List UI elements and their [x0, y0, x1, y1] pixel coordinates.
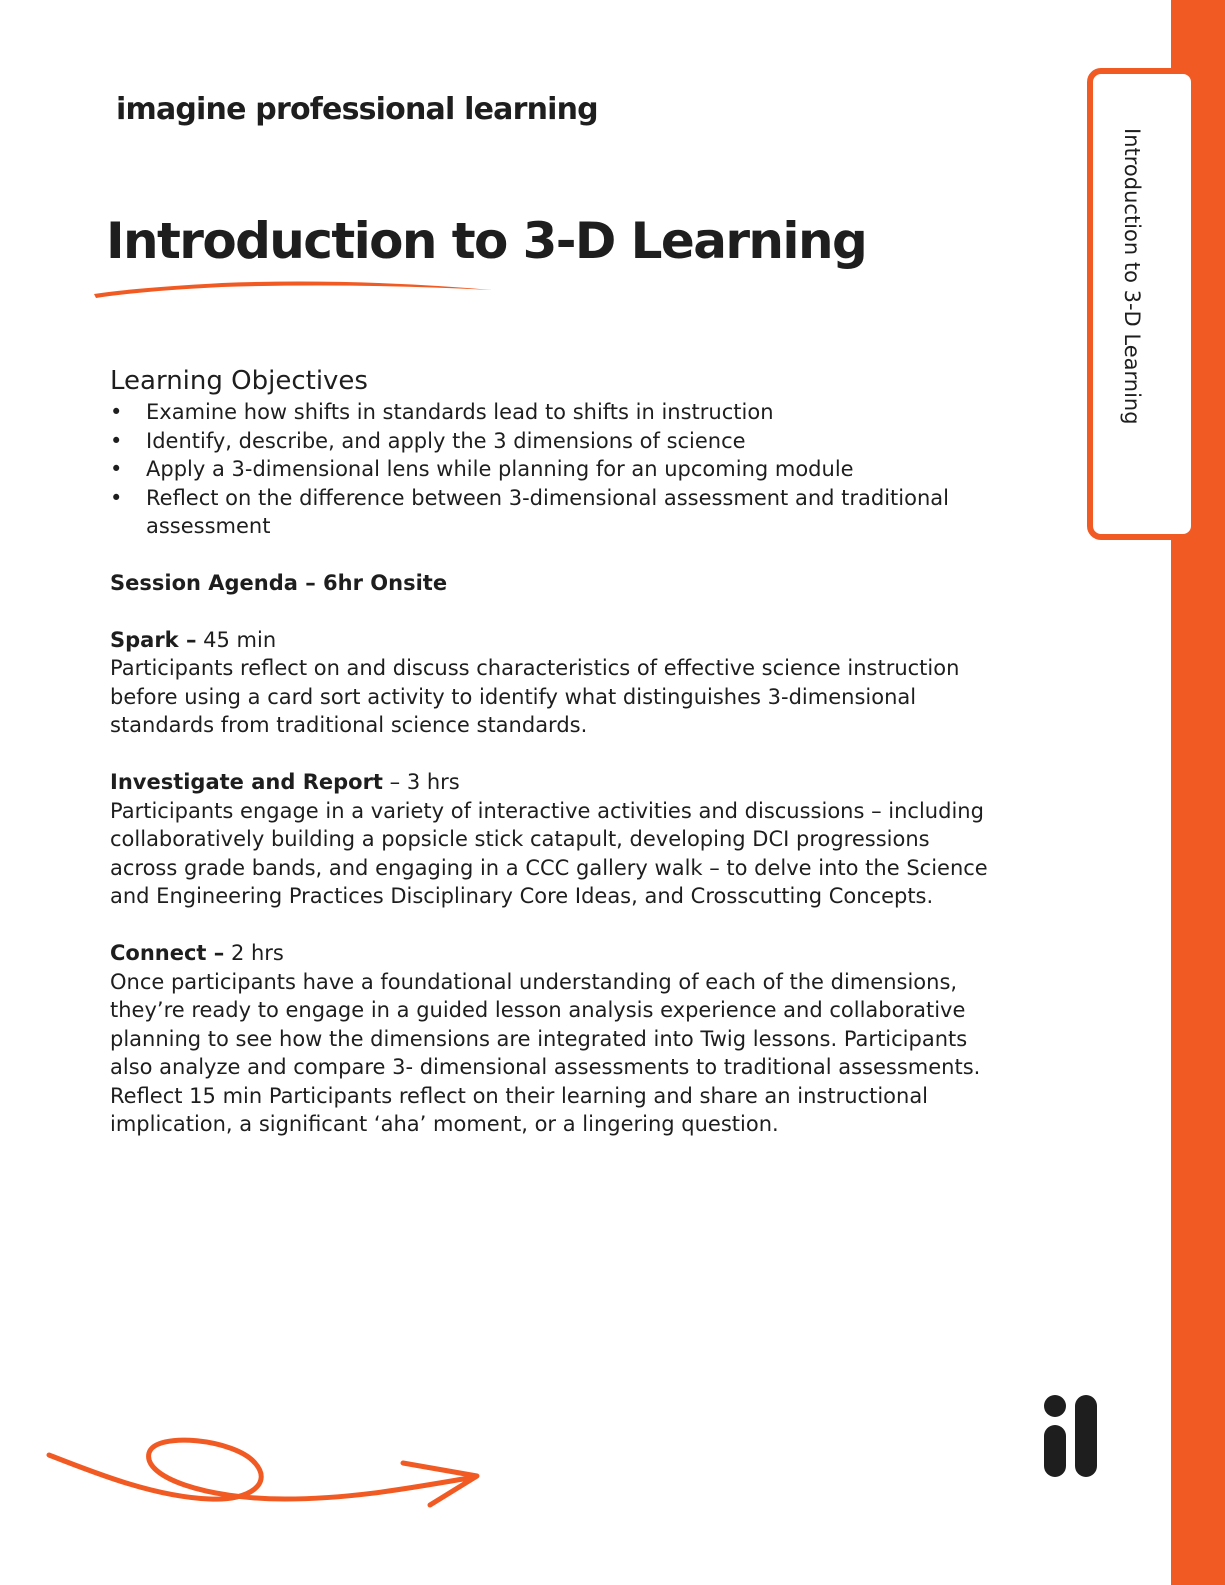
agenda-section-investigate [110, 768, 990, 911]
section-name: Connect – [110, 940, 225, 965]
objectives-heading: Learning Objectives [110, 366, 368, 396]
section-name: Investigate and Report [110, 769, 383, 794]
list-item: • Identify, describe, and apply the 3 dimensions of science [110, 427, 990, 456]
agenda-section-connect [110, 939, 990, 1139]
title-underline-swoosh [92, 276, 502, 302]
section-body: Participants reflect on and discuss characteristics of effective science instruction before using a card sort activity to identify what distinguishes 3-dimensional standards from traditional science standards. [110, 656, 960, 738]
section-body: Once participants have a foundational understanding of each of the dimensions, they’re ready to engage in a guided lesson analysis experience and collaborative planning to see how the dimensions are integrated into Twig lessons. Participants also analyze and compare 3- dimensional assessments to traditional assessments. Reflect 15 min Participants reflect on their learning and share an instructional implication, a significant ‘aha’ moment, or a lingering question. [110, 969, 981, 1137]
list-item: • Apply a 3-dimensional lens while planning for an upcoming module [110, 455, 990, 484]
section-duration: 2 hrs [224, 940, 284, 965]
page-title: Introduction to 3-D Learning [106, 212, 867, 270]
il-logo-icon [1040, 1393, 1102, 1479]
side-tab-label: Introduction to 3-D Learning [1120, 128, 1144, 425]
list-item: • Examine how shifts in standards lead to shifts in instruction [110, 398, 990, 427]
agenda-title: Session Agenda – 6hr Onsite [110, 570, 448, 595]
looped-arrow-icon [45, 1425, 490, 1515]
bullet: • [110, 428, 123, 453]
agenda-section-spark [110, 626, 990, 740]
bullet: • [110, 485, 123, 510]
section-heading [110, 939, 990, 968]
list-item: • Reflect on the difference between 3-dimensional assessment and traditional assessment [110, 485, 949, 539]
bullet: • [110, 457, 123, 482]
objectives-list [110, 398, 990, 541]
section-duration: – 3 hrs [382, 769, 460, 794]
bullet: • [110, 400, 123, 424]
main-content [110, 364, 990, 1139]
section-heading [110, 626, 990, 655]
section-heading [110, 768, 990, 797]
section-body: Participants engage in a variety of interactive activities and discussions – including collaboratively building a popsicle stick catapult, developing DCI progressions across grade bands, and engaging in a CCC gallery walk – to delve into the Science and Engineering Practices Disciplinary Core Ideas, and Crosscutting Concepts. [110, 798, 988, 909]
section-duration: 45 min [196, 627, 277, 652]
brand-name: imagine professional learning [116, 92, 598, 127]
section-name: Spark – [110, 627, 197, 652]
